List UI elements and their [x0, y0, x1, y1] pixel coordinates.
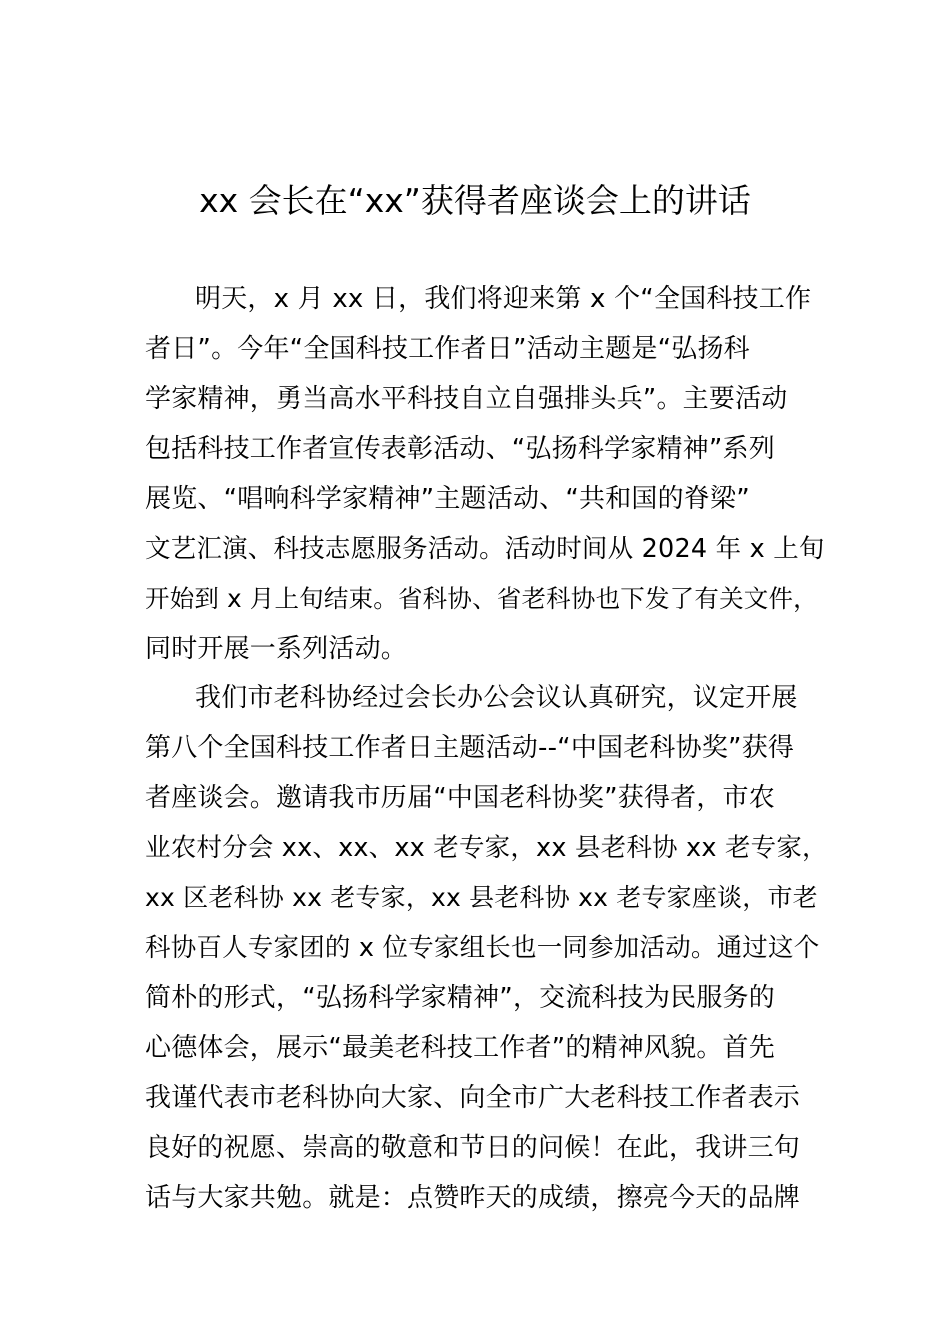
paragraph-1-line-1: 明天，x 月 xx 日，我们将迎来第 x 个“全国科技工作 [195, 284, 812, 314]
paragraph-2-line-7: 简朴的形式，“弘扬科学家精神”，交流科技为民服务的 [145, 983, 775, 1013]
paragraph-2-line-2: 第八个全国科技工作者日主题活动--“中国老科协奖”获得 [145, 733, 795, 763]
paragraph-2-line-11: 话与大家共勉。就是：点赞昨天的成绩，擦亮今天的品牌 [145, 1183, 801, 1213]
paragraph-2-line-3: 者座谈会。邀请我市历届“中国老科协奖”获得者，市农 [145, 783, 775, 813]
paragraph-1-line-4: 包括科技工作者宣传表彰活动、“弘扬科学家精神”系列 [145, 434, 775, 464]
paragraph-1-line-5: 展览、“唱响科学家精神”主题活动、“共和国的脊梁” [145, 484, 750, 514]
paragraph-2-line-4: 业农村分会 xx、xx、xx 老专家，xx 县老科协 xx 老专家， [145, 833, 828, 863]
paragraph-2-line-6: 科协百人专家团的 x 位专家组长也一同参加活动。通过这个 [145, 933, 820, 963]
paragraph-2-line-10: 良好的祝愿、崇高的敬意和节日的问候！在此，我讲三句 [145, 1133, 801, 1163]
paragraph-1-line-6: 文艺汇演、科技志愿服务活动。活动时间从 2024 年 x 上旬 [145, 534, 825, 564]
document-title: xx 会长在“xx”获得者座谈会上的讲话 [199, 181, 751, 220]
paragraph-1-line-2: 者日”。今年“全国科技工作者日”活动主题是“弘扬科 [145, 334, 750, 364]
paragraph-1-line-3: 学家精神，勇当高水平科技自立自强排头兵”。主要活动 [145, 384, 788, 414]
paragraph-2-line-8: 心德体会，展示“最美老科技工作者”的精神风貌。首先 [145, 1033, 775, 1063]
paragraph-2-line-1: 我们市老科协经过会长办公会议认真研究，议定开展 [195, 683, 798, 713]
paragraph-2-line-9: 我谨代表市老科协向大家、向全市广大老科技工作者表示 [145, 1083, 801, 1113]
paragraph-2-line-5: xx 区老科协 xx 老专家，xx 县老科协 xx 老专家座谈，市老 [145, 883, 818, 912]
paragraph-1-line-8: 同时开展一系列活动。 [145, 634, 408, 664]
paragraph-1-line-7: 开始到 x 月上旬结束。省科协、省老科协也下发了有关文件， [145, 584, 818, 613]
